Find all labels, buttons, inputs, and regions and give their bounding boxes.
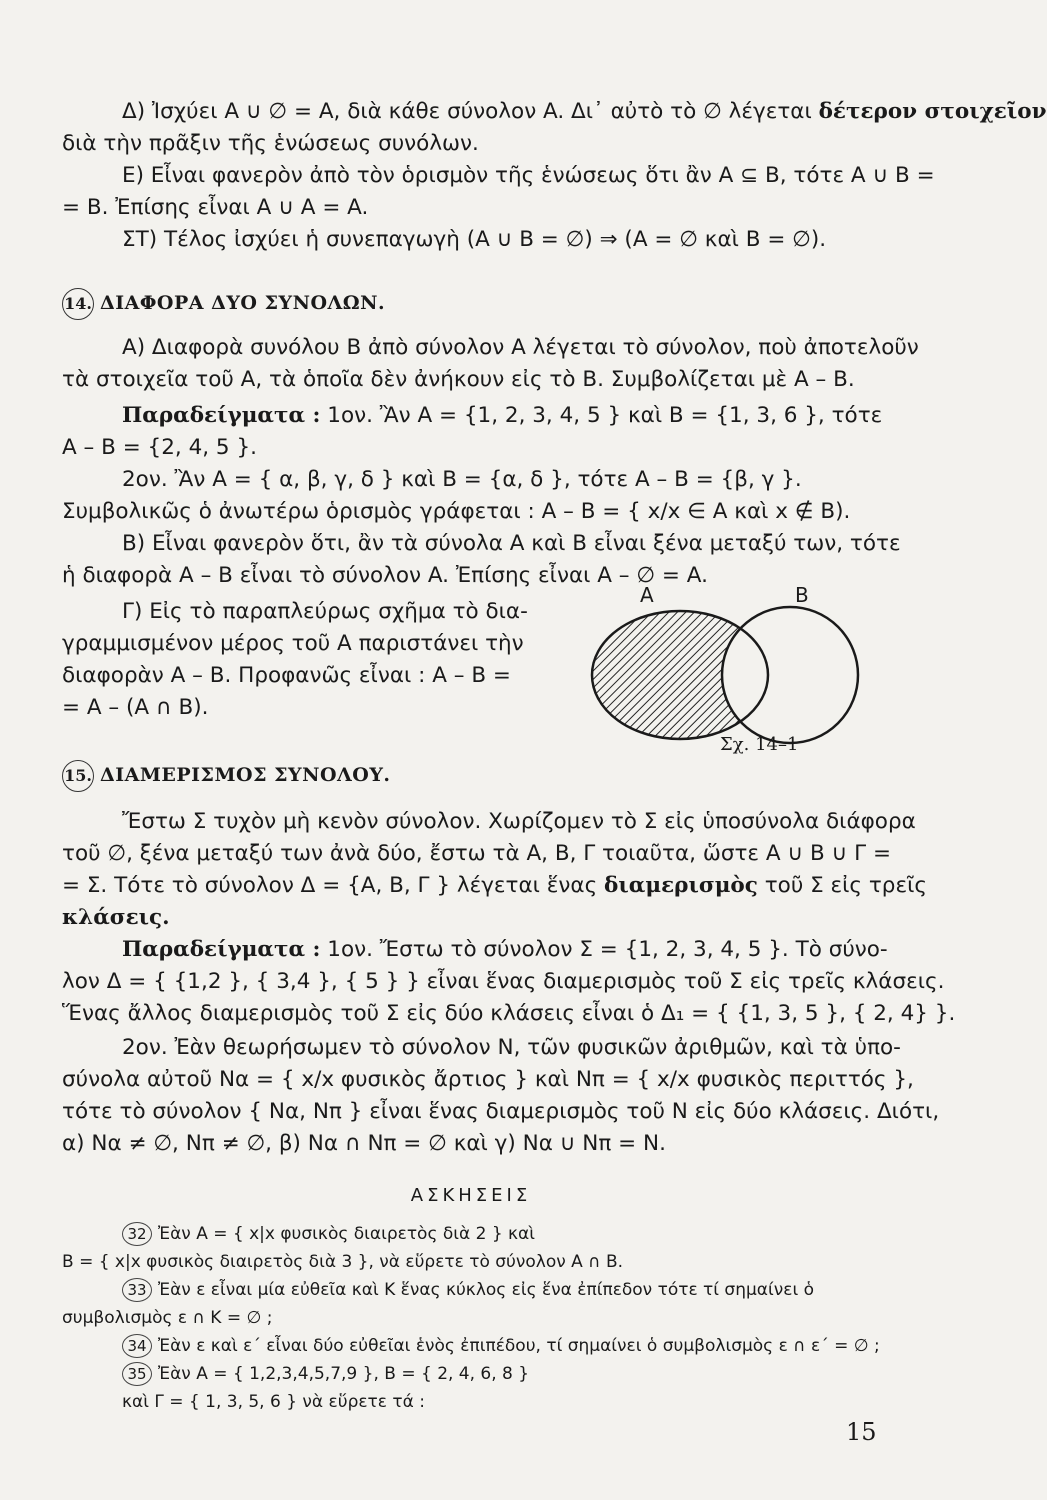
bold-term: κλάσεις. [62, 905, 170, 930]
text-line: διαφορὰν A – B. Προφανῶς εἶναι : A – B = [62, 663, 511, 688]
text-line: A – B = {2, 4, 5 }. [62, 435, 257, 460]
text-line: = Σ. Τότε τὸ σύνολον Δ = {A, B, Γ } λέγεται ἕνας διαμερισμὸς τοῦ Σ εἰς τρεῖς [62, 873, 927, 898]
set-b-circle [722, 607, 858, 743]
bold-term: δέτερον στοιχεῖον [818, 99, 1047, 124]
exercise-number: 34 [122, 1334, 152, 1358]
text-line: τοῦ ∅, ξένα μεταξύ των ἀνὰ δύο, ἔστω τὰ A, B, Γ τοιαῦτα, ὥστε A ∪ B ∪ Γ = [62, 841, 891, 866]
text-line: γραμμισμένον μέρος τοῦ A παριστάνει τὴν [62, 631, 524, 656]
exercise-number: 33 [122, 1278, 152, 1302]
section-number: 14. [62, 288, 94, 320]
section-title: ΔΙΑΦΟΡΑ ΔΥΟ ΣΥΝΟΛΩΝ. [100, 292, 386, 314]
exercise-34: 34 Ἐὰν ε καὶ ε´ εἶναι δύο εὐθεῖαι ἑνὸς ἐπιπέδου, τί σημαίνει ὁ συμβολισμὸς ε ∩ ε´ = ∅ ; [62, 1332, 880, 1360]
text-line: Ἕνας ἄλλος διαμερισμὸς τοῦ Σ εἰς δύο κλάσεις εἶναι ὁ Δ₁ = { {1, 3, 5 }, { 2, 4} }. [62, 1001, 956, 1026]
venn-diagram [590, 580, 870, 760]
text-line: B = { x|x φυσικὸς διαιρετὸς διὰ 3 }, νὰ εὕρετε τὸ σύνολον A ∩ B. [62, 1252, 624, 1272]
text-line: Γ) Εἰς τὸ παραπλεύρως σχῆμα τὸ δια- [122, 599, 528, 624]
text-line: α) Nα ≠ ∅, Nπ ≠ ∅, β) Nα ∩ Nπ = ∅ καὶ γ) Nα ∪ Nπ = N. [62, 1131, 666, 1156]
text-line: συμβολισμὸς ε ∩ K = ∅ ; [62, 1308, 273, 1328]
difference-region [592, 607, 858, 743]
section-number: 15. [62, 760, 94, 792]
text-line [62, 904, 880, 932]
section-title: ΔΙΑΜΕΡΙΣΜΟΣ ΣΥΝΟΛΟΥ. [100, 764, 391, 786]
examples-label: Παραδείγματα : [122, 403, 321, 428]
text-line: καὶ Γ = { 1, 3, 5, 6 } νὰ εὕρετε τά : [122, 1392, 425, 1412]
exercises-heading: ΑΣΚΗΣΕΙΣ [410, 1185, 532, 1206]
bold-term: διαμερισμὸς [604, 873, 758, 898]
exercise-number: 32 [122, 1222, 152, 1246]
text-line: ΣΤ) Τέλος ἰσχύει ἡ συνεπαγωγὴ (A ∪ B = ∅) ⇒ (A = ∅ καὶ B = ∅). [122, 227, 827, 252]
text-line: 2ον. Ἐὰν θεωρήσωμεν τὸ σύνολον N, τῶν φυσικῶν ἀριθμῶν, καὶ τὰ ὑπο- [122, 1035, 901, 1060]
set-a-label: A [640, 583, 654, 607]
section-heading-15 [62, 760, 880, 792]
text-line: ἡ διαφορὰ A – B εἶναι τὸ σύνολον A. Ἐπίσης εἶναι A – ∅ = A. [62, 563, 708, 588]
text-line: Παραδείγματα : 1ον. Ἂν A = {1, 2, 3, 4, 5 } καὶ B = {1, 3, 6 }, τότε [122, 403, 883, 428]
text-line: = A – (A ∩ B). [62, 695, 209, 720]
text-line: = B. Ἐπίσης εἶναι A ∪ A = A. [62, 195, 369, 220]
set-b-label: B [795, 583, 809, 607]
text-line: Β) Εἶναι φανερὸν ὅτι, ἂν τὰ σύνολα A καὶ B εἶναι ξένα μεταξύ των, τότε [122, 531, 901, 556]
text-line: τὰ στοιχεῖα τοῦ A, τὰ ὁποῖα δὲν ἀνήκουν εἰς τὸ B. Συμβολίζεται μὲ A – B. [62, 367, 855, 392]
text-line: Α) Διαφορὰ συνόλου B ἀπὸ σύνολον A λέγεται τὸ σύνολον, ποὺ ἀποτελοῦν [122, 335, 919, 360]
text-line: Ε) Εἶναι φανερὸν ἀπὸ τὸν ὁρισμὸν τῆς ἑνώσεως ὅτι ἂν A ⊆ B, τότε A ∪ B = [122, 163, 935, 188]
text-line: Ἔστω Σ τυχὸν μὴ κενὸν σύνολον. Χωρίζομεν τὸ Σ εἰς ὑποσύνολα διάφορα [122, 809, 916, 834]
text-line: Δ) Ἰσχύει A ∪ ∅ = A, διὰ κάθε σύνολον A. Δι᾽ αὐτὸ τὸ ∅ λέγεται δέτερον στοιχεῖον [122, 99, 1047, 124]
text-line: διὰ τὴν πρᾶξιν τῆς ἑνώσεως συνόλων. [62, 131, 479, 156]
section-heading-14 [62, 288, 880, 320]
page-number: 15 [846, 1418, 877, 1446]
exercise-33: 33 Ἐὰν ε εἶναι μία εὐθεῖα καὶ K ἕνας κύκλος εἰς ἕνα ἐπίπεδον τότε τί σημαίνει ὁ [62, 1276, 880, 1304]
text-line: Παραδείγματα : 1ον. Ἔστω τὸ σύνολον Σ = {1, 2, 3, 4, 5 }. Τὸ σύνο- [122, 937, 888, 962]
exercise-35: 35 Ἐὰν A = { 1,2,3,4,5,7,9 }, B = { 2, 4, 6, 8 } [62, 1360, 880, 1388]
text-line: 2ον. Ἂν A = { α, β, γ, δ } καὶ B = {α, δ }, τότε A – B = {β, γ }. [122, 467, 802, 492]
examples-label: Παραδείγματα : [122, 937, 321, 962]
text-line: λον Δ = { {1,2 }, { 3,4 }, { 5 } } εἶναι ἕνας διαμερισμὸς τοῦ Σ εἰς τρεῖς κλάσεις. [62, 969, 945, 994]
text-line: τότε τὸ σύνολον { Nα, Nπ } εἶναι ἕνας διαμερισμὸς τοῦ N εἰς δύο κλάσεις. Διότι, [62, 1099, 940, 1124]
text-line: σύνολα αὐτοῦ Nα = { x/x φυσικὸς ἄρτιος } καὶ Nπ = { x/x φυσικὸς περιττός }, [62, 1067, 914, 1092]
figure-caption: Σχ. 14–1 [720, 734, 799, 755]
text-line: Συμβολικῶς ὁ ἀνωτέρω ὁρισμὸς γράφεται : A – B = { x/x ∈ A καὶ x ∉ B). [62, 499, 851, 524]
exercise-number: 35 [122, 1362, 152, 1386]
exercise-32: 32 Ἐὰν A = { x|x φυσικὸς διαιρετὸς διὰ 2 } καὶ [62, 1220, 880, 1248]
